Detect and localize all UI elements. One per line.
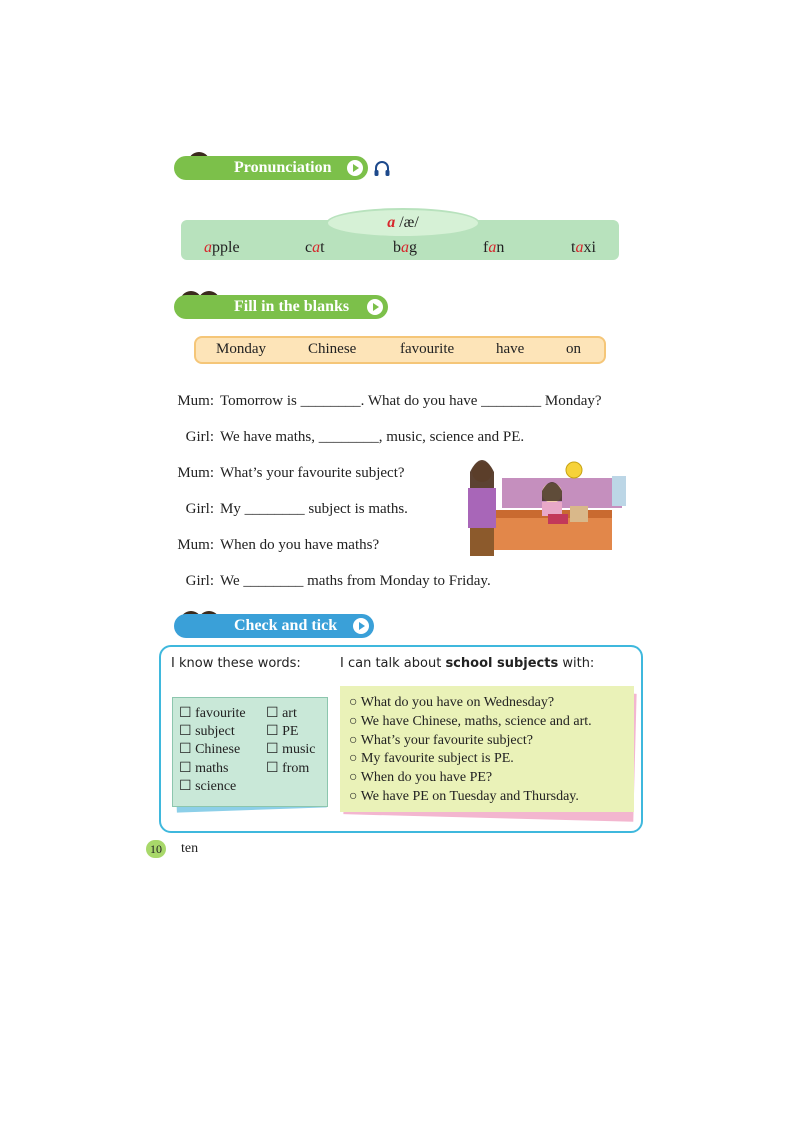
sentence-radio[interactable]: ○ We have PE on Tuesday and Thursday. (349, 789, 579, 804)
arrow-right-icon (347, 160, 363, 176)
checkbox-icon: ☐ (179, 761, 192, 776)
dialogue-line: Mum: What’s your favourite subject? (177, 465, 405, 481)
arrow-right-icon (367, 299, 383, 315)
sentence-radio[interactable]: ○ We have Chinese, maths, science and art. (349, 714, 592, 729)
word-bank (194, 336, 606, 364)
radio-icon: ○ (349, 714, 358, 729)
phoneme-symbol: /æ/ (399, 214, 419, 231)
words-checklist (172, 697, 328, 807)
know-words-label: I know these words: (171, 656, 301, 671)
phoneme-oval (326, 208, 480, 238)
pronunciation-header (174, 156, 368, 180)
checkbox-icon: ☐ (179, 724, 192, 739)
check-tick-title: Check and tick (234, 617, 338, 634)
mother-daughter-illustration (462, 458, 632, 558)
sentence-radio[interactable]: ○ When do you have PE? (349, 770, 493, 785)
check-tick-header (174, 614, 374, 638)
bank-word: have (496, 341, 525, 357)
sentence-radio[interactable]: ○ What’s your favourite subject? (349, 733, 533, 748)
talk-about-label: I can talk about school subjects with: (340, 656, 595, 671)
radio-icon: ○ (349, 695, 358, 710)
bank-word: favourite (400, 341, 455, 357)
sentence-radio[interactable]: ○ What do you have on Wednesday? (349, 695, 555, 710)
fill-blanks-title: Fill in the blanks (234, 298, 350, 315)
word-checkbox[interactable]: ☐ Chinese (179, 742, 241, 757)
dialogue-line: Girl: We have maths, ________, music, science and PE. (185, 429, 525, 445)
word-checkbox[interactable]: ☐ music (266, 742, 316, 757)
word-checkbox[interactable]: ☐ subject (179, 724, 235, 739)
word-checkbox[interactable]: ☐ art (266, 706, 297, 721)
word-checkbox[interactable]: ☐ maths (179, 761, 229, 776)
example-word: cat (305, 239, 325, 256)
sentence-radio[interactable]: ○ My favourite subject is PE. (349, 751, 514, 766)
bank-word: Monday (216, 341, 266, 357)
dialogue-line: Girl: We ________ maths from Monday to Friday. (185, 573, 491, 589)
example-word: fan (483, 239, 505, 256)
dialogue-line: Mum: When do you have maths? (177, 537, 380, 553)
bank-word: on (566, 341, 581, 357)
phoneme-letter: a (387, 214, 396, 231)
word-checkbox[interactable]: ☐ PE (266, 724, 299, 739)
word-checkbox[interactable]: ☐ from (266, 761, 310, 776)
radio-icon: ○ (349, 751, 358, 766)
pronunciation-title: Pronunciation (234, 159, 332, 176)
checkbox-icon: ☐ (179, 742, 192, 757)
sentences-checklist (340, 686, 634, 812)
arrow-right-icon (353, 618, 369, 634)
bank-word: Chinese (308, 341, 357, 357)
checkbox-icon: ☐ (179, 779, 192, 794)
checkbox-icon: ☐ (266, 761, 279, 776)
radio-icon: ○ (349, 789, 358, 804)
checkbox-icon: ☐ (266, 742, 279, 757)
headphones-icon[interactable] (373, 160, 391, 178)
checkbox-icon: ☐ (179, 706, 192, 721)
dialogue-line: Girl: My ________ subject is maths. (185, 501, 408, 517)
radio-icon: ○ (349, 770, 358, 785)
example-word: bag (393, 239, 417, 256)
example-word: apple (204, 239, 240, 256)
word-checkbox[interactable]: ☐ science (179, 779, 237, 794)
radio-icon: ○ (349, 733, 358, 748)
page-number: 10 (146, 840, 166, 858)
fill-blanks-header (174, 295, 388, 319)
checkbox-icon: ☐ (266, 724, 279, 739)
example-word: taxi (571, 239, 596, 256)
word-checkbox[interactable]: ☐ favourite (179, 706, 246, 721)
checkbox-icon: ☐ (266, 706, 279, 721)
page-word: ten (181, 841, 199, 856)
dialogue-line: Mum: Tomorrow is ________. What do you have ________ Monday? (177, 393, 602, 409)
